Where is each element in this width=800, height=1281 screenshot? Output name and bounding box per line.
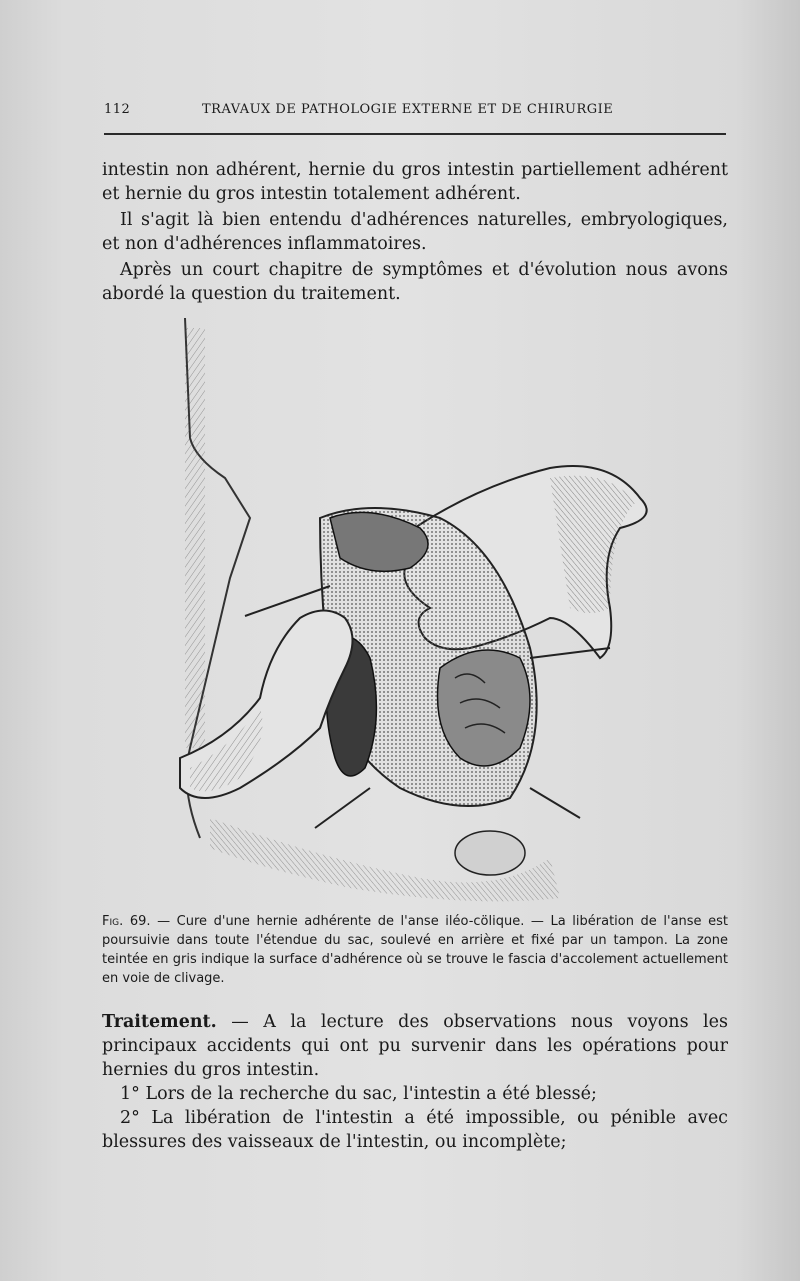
figure-caption-text: — Cure d'une hernie adhérente de l'anse iléo-cölique. — La libération de l'anse est poursuivie dans toute l'étendue du sac, soulevé en arrière et fixé par un tampon. La zone teintée en gris indique la surface d'adhérence où se trouve le fascia d'accolement actuellement en voie de clivage. [102, 914, 728, 986]
surgical-illustration [170, 318, 670, 908]
list-item-1: 1° Lors de la recherche du sac, l'intestin a été blessé; [120, 1084, 597, 1104]
forceps-bottom-left [315, 788, 370, 828]
header-rule [104, 133, 726, 135]
forceps-bottom-right [530, 788, 580, 818]
intestine-loop-lower [438, 650, 531, 766]
paragraph-treatment [102, 1010, 728, 1082]
drape-shading [185, 328, 205, 748]
figure-caption [102, 912, 728, 988]
paragraph-continuation: intestin non adhérent, hernie du gros intestin partiellement adhérent et hernie du gros intestin totalement adhérent. [102, 160, 728, 204]
list-item-2: 2° La libération de l'intestin a été impossible, ou pénible avec blessures des vaisseaux de l'intestin, ou incomplète; [102, 1108, 728, 1152]
treatment-heading: Traitement. [102, 1012, 217, 1032]
page-number: 112 [104, 102, 131, 117]
running-header [104, 102, 726, 124]
paragraph-adhesions: Il s'agit là bien entendu d'adhérences naturelles, embryologiques, et non d'adhérences inflammatoires. [102, 210, 728, 254]
paragraph-treatment-intro: Après un court chapitre de symptômes et d'évolution nous avons abordé la question du traitement. [102, 260, 728, 304]
lower-organ [455, 831, 525, 875]
figure-label: Fig. 69. [102, 914, 151, 929]
running-title: TRAVAUX DE PATHOLOGIE EXTERNE ET DE CHIRURGIE [202, 102, 614, 117]
treatment-text: — A la lecture des observations nous voyons les principaux accidents qui ont pu survenir dans les opérations pour hernies du gros intestin. [102, 1012, 728, 1080]
